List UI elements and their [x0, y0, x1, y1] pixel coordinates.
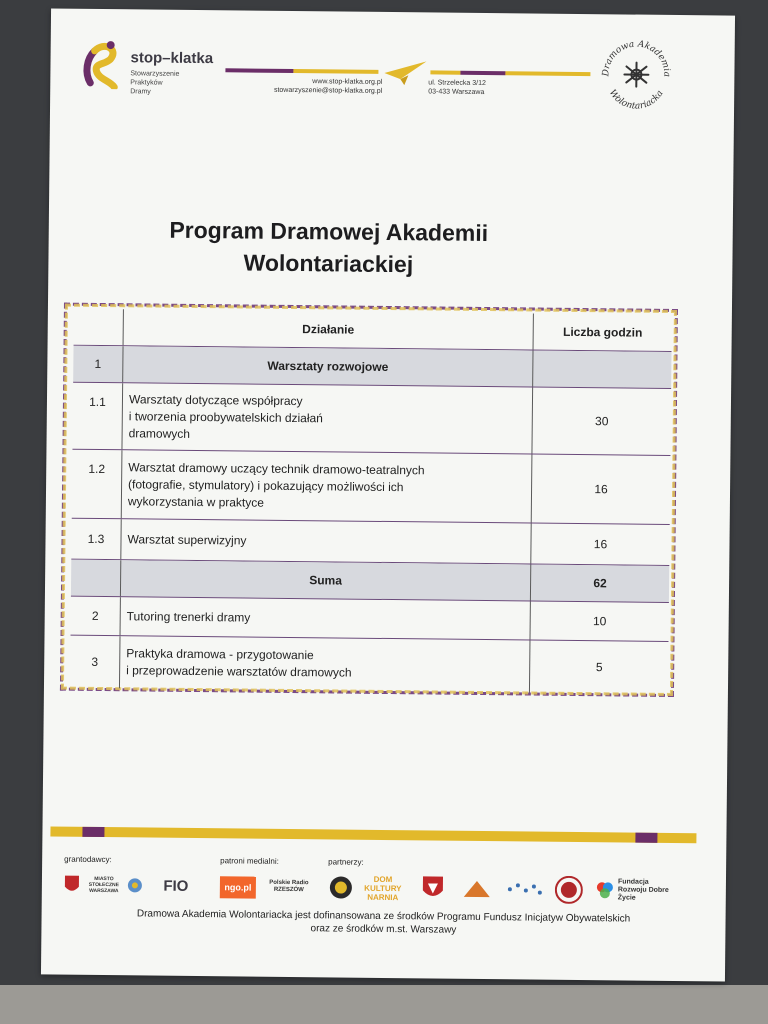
row-num: 3: [70, 636, 121, 689]
row-hours: 16: [593, 537, 608, 552]
row-activity: Praktyka dramowa - przygotowanie i przeprowadzenie warsztatów dramowych: [120, 636, 531, 692]
brand-sub-line: Dramy: [130, 88, 151, 96]
stop-klatka-logo-icon: [80, 37, 125, 89]
row-hours: 16: [594, 482, 608, 497]
dobre-zycie-logo: Fundacja Rozwoju Dobre Życie: [617, 878, 669, 902]
row-hours: 30: [595, 414, 609, 429]
title-line: Wolontariackiej: [243, 249, 414, 278]
fio-logo: FIO: [163, 877, 189, 895]
address-info: [428, 78, 486, 97]
footer-stripe-accent: [635, 833, 657, 843]
brand-subtitle: [130, 69, 190, 97]
row-hours: 10: [592, 614, 607, 629]
page-title: [48, 212, 609, 282]
table-row: [70, 636, 669, 694]
paper-plane-icon: [382, 57, 428, 87]
row-num: 1.3: [71, 519, 121, 560]
media-label: patroni medialni:: [220, 856, 279, 866]
row-num: [71, 560, 121, 597]
network-logo-icon: [502, 875, 546, 903]
brand-sub-line: Stowarzyszenie: [130, 70, 180, 78]
title-line: Program Dramowej Akademii: [169, 216, 489, 247]
footer-stripe: [50, 826, 696, 843]
sum-hours: 62: [593, 576, 607, 591]
funding-note-line: oraz ze środków m.st. Warszawy: [310, 923, 457, 936]
brand-block: [130, 49, 213, 97]
grupa-logo-icon: [460, 875, 494, 903]
row-hours: [533, 351, 671, 388]
contact-info: [262, 77, 382, 96]
city-crest-icon: [420, 874, 446, 902]
table-row-sum: [71, 560, 669, 602]
address-line: 03-433 Warszawa: [428, 88, 485, 96]
website-link[interactable]: www.stop-klatka.org.pl: [312, 78, 383, 86]
dobre-zycie-icon: [594, 876, 616, 904]
header-activity: Działanie: [124, 309, 534, 349]
row-activity: Warsztat superwizyjny: [121, 519, 531, 563]
email-link[interactable]: stowarzyszenie@stop-klatka.org.pl: [273, 86, 383, 95]
table-row: [71, 597, 669, 641]
row-activity: Warsztaty rozwojowe: [123, 346, 533, 386]
ngo-logo: ngo.pl: [220, 876, 256, 898]
warszawa-crest-icon: [62, 871, 82, 899]
seal-text-bottom: Wolontariacka: [606, 88, 666, 112]
partners-label: partnerzy:: [328, 857, 364, 867]
radio-rzeszow-logo: Polskie Radio RZESZÓW: [269, 879, 309, 894]
row-activity: Warsztat dramowy uczący technik dramowo-teatralnych (fotografie, stymulatory) i pokazujący możliwości ich wykorzystania w praktyce: [122, 450, 533, 522]
row-num: 2: [71, 597, 121, 636]
warszawa-logo: MIASTO STOŁECZNE WARSZAWA: [88, 875, 120, 895]
table-row: [73, 346, 671, 388]
footer-stripe-accent: [82, 827, 104, 837]
address-line: ul. Strzelecka 3/12: [428, 79, 486, 88]
funding-note-line: Dramowa Akademia Wolontariacka jest dofinansowana ze środków Programu Fundusz Inicjatyw Obywatelskich: [136, 908, 631, 925]
sum-label: Suma: [121, 560, 531, 600]
row-activity: Warsztaty dotyczące współpracy i tworzenia proobywatelskich działań dramowych: [122, 383, 533, 453]
table-row: [72, 383, 671, 455]
header-stripe: [460, 71, 505, 75]
academy-seal-icon: [596, 34, 677, 115]
akta-logo-icon: [554, 876, 584, 904]
svg-text:Wolontariacka: [607, 88, 666, 112]
brand-sub-line: Praktyków: [130, 79, 163, 87]
header-stripe: [225, 68, 293, 73]
seal-text-top: Dramowa Akademia: [601, 39, 672, 78]
lion-logo-icon: [328, 873, 354, 901]
table-row: [72, 450, 671, 524]
table-header-row: [74, 309, 672, 351]
row-num: 1.2: [72, 450, 123, 519]
header-stripe: [430, 70, 460, 74]
header-stripe: [293, 69, 378, 74]
narnia-logo: DOM KULTURY NARNIA: [364, 874, 402, 902]
header-stripe: [505, 71, 590, 76]
grant-logo-icon: [126, 871, 144, 899]
row-num: 1.1: [72, 383, 123, 450]
row-activity: Tutoring trenerki dramy: [121, 597, 531, 639]
table-surface: [0, 985, 768, 1024]
row-num: 1: [73, 346, 123, 383]
table-row: [71, 519, 669, 565]
header-hours: Liczba godzin: [562, 324, 643, 340]
grantors-label: grantodawcy:: [64, 854, 112, 865]
program-sheet: [41, 8, 735, 981]
row-hours: 5: [595, 660, 603, 675]
brand-name: stop–klatka: [130, 49, 214, 68]
program-table: [60, 303, 678, 697]
funding-note: [41, 906, 725, 939]
header-num: [74, 309, 124, 346]
